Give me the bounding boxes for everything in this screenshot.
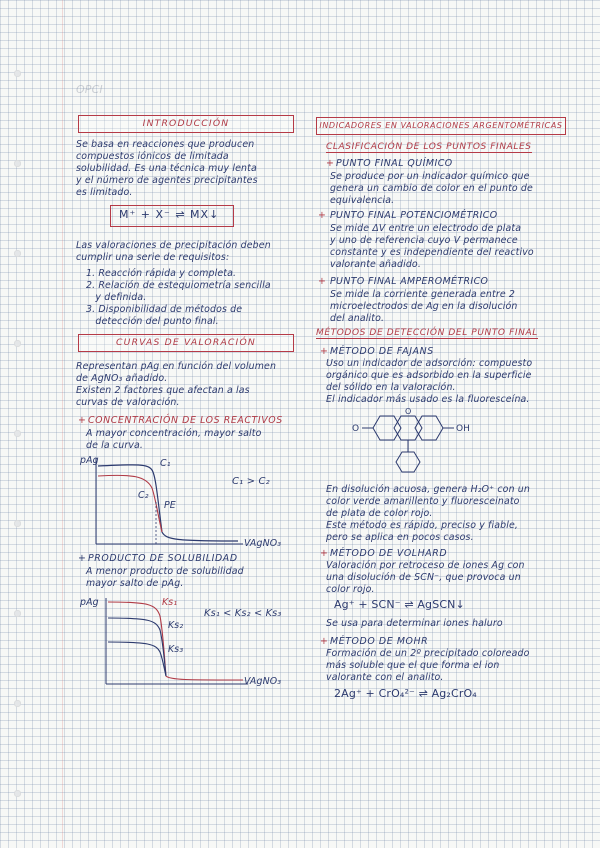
equation-box — [110, 205, 234, 227]
binder-hole — [14, 700, 21, 707]
pf1-line: genera un cambio de color en el punto de — [330, 183, 533, 194]
curves-line: de AgNO₃ añadido. — [76, 373, 168, 384]
pf3-line: microelectrodos de Ag en la disolución — [330, 301, 518, 312]
requisite-item: y definida. — [86, 292, 147, 303]
factor1-line: de la curva. — [86, 440, 144, 451]
graph1-c2-label: C₂ — [138, 490, 149, 501]
fajans-line: Uso un indicador de adsorción: compuesto — [326, 358, 533, 369]
fajans-after-line: Este método es rápido, preciso y fiable, — [326, 520, 519, 531]
fajans-line: del sólido en la valoración. — [326, 382, 456, 393]
volhard-line: una disolución de SCN⁻, que provoca un — [326, 572, 521, 583]
mohr-paragraph — [326, 648, 529, 684]
pf2-title: PUNTO FINAL POTENCIOMÉTRICO — [330, 210, 498, 221]
graph1-relation: C₁ > C₂ — [232, 476, 270, 487]
volhard-line: Valoración por retroceso de iones Ag con — [326, 560, 525, 571]
graph1-x-label: VAgNO₃ — [244, 538, 282, 549]
requisites-line: cumplir una serie de requisitos: — [76, 252, 230, 263]
faded-header: OPCI — [76, 83, 103, 96]
page-margin — [62, 0, 63, 848]
pf3-line: Se mide la corriente generada entre 2 — [330, 289, 516, 300]
mohr-bullet: + — [320, 636, 329, 647]
mohr-line: valorante con el analito. — [326, 672, 444, 683]
fajans-after-line: pero se aplica en pocos casos. — [326, 532, 474, 543]
curves-line: Representan pAg en función del volumen — [76, 361, 277, 372]
curves-title: CURVAS DE VALORACIÓN — [78, 334, 294, 352]
intro-line: Se basa en reacciones que producen — [76, 139, 255, 150]
concentration-curve-graph — [78, 452, 288, 552]
intro-line: compuestos iónicos de limitada — [76, 151, 229, 162]
binder-hole — [14, 250, 21, 257]
binder-hole — [14, 520, 21, 527]
pf1-line: Se produce por un indicador químico que — [330, 171, 530, 182]
intro-paragraph — [76, 139, 258, 199]
curves-paragraph — [76, 361, 276, 409]
factor1-line: A mayor concentración, mayor salto — [86, 428, 262, 439]
intro-line: solubilidad. Es una técnica muy lenta — [76, 163, 257, 174]
factor2-bullet: + — [78, 553, 87, 564]
graph1-curve-c2 — [98, 475, 162, 532]
mohr-line: Formación de un 2º precipitado coloreado — [326, 648, 530, 659]
binder-hole — [14, 610, 21, 617]
graph2-ks1-label: Ks₁ — [162, 597, 178, 608]
factor2-title: PRODUCTO DE SOLUBILIDAD — [88, 553, 238, 564]
graph2-curve-ks3 — [108, 642, 166, 676]
fajans-paragraph — [326, 358, 532, 406]
pf2-line: Se mide ΔV entre un electrodo de plata — [330, 223, 522, 234]
factor2-line: mayor salto de pAg. — [86, 578, 184, 589]
pf1-title: PUNTO FINAL QUÍMICO — [336, 158, 453, 169]
pf1-paragraph — [330, 171, 533, 207]
intro-title: INTRODUCCIÓN — [78, 115, 294, 133]
fajans-title: MÉTODO DE FAJANS — [330, 346, 434, 357]
curves-line: curvas de valoración. — [76, 397, 180, 408]
equation-text: M⁺ + X⁻ ⇌ MX↓ — [119, 208, 220, 221]
pf2-bullet: + — [318, 210, 327, 221]
binder-hole — [14, 430, 21, 437]
graph1-c1-label: C₁ — [160, 458, 171, 469]
volhard-line: color rojo. — [326, 584, 375, 595]
factor1-title: CONCENTRACIÓN DE LOS REACTIVOS — [88, 415, 283, 426]
fajans-after-line: color verde amarillento y fluoresceinato — [326, 496, 520, 507]
requisite-item: 3. Disponibilidad de métodos de — [86, 304, 243, 315]
factor1-bullet: + — [78, 415, 87, 426]
hydroxyl-group: OH — [456, 424, 470, 434]
graph2-curve-ks2 — [108, 618, 166, 676]
ring-center — [394, 416, 422, 440]
pf2-paragraph — [330, 223, 534, 271]
volhard-title: MÉTODO DE VOLHARD — [330, 548, 448, 559]
pf2-line: constante y es independiente del reactivo — [330, 247, 534, 258]
graph2-x-label: VAgNO₃ — [244, 676, 282, 687]
factor2-paragraph — [86, 566, 244, 590]
fajans-after-line: de plata de color rojo. — [326, 508, 433, 519]
volhard-bullet: + — [320, 548, 329, 559]
volhard-paragraph — [326, 560, 525, 596]
pf3-line: del analito. — [330, 313, 385, 324]
mohr-line: más soluble que el que forma el ion — [326, 660, 500, 671]
ring-left — [373, 416, 401, 440]
fajans-after-line: En disolución acuosa, genera H₂O⁺ con un — [326, 484, 530, 495]
intro-line: es limitado. — [76, 187, 133, 198]
classification-title: CLASIFICACIÓN DE LOS PUNTOS FINALES — [326, 142, 532, 152]
binder-hole — [14, 340, 21, 347]
pf3-paragraph — [330, 289, 518, 325]
indicators-title: INDICADORES EN VALORACIONES ARGENTOMÉTRICAS — [316, 117, 566, 135]
pf3-title: PUNTO FINAL AMPEROMÉTRICO — [330, 276, 489, 287]
graph1-y-label: pAg — [80, 455, 99, 466]
graph1-pe-label: PE — [164, 500, 176, 511]
intro-line: y el número de agentes precipitantes — [76, 175, 258, 186]
ring-right — [415, 416, 443, 440]
pf1-bullet: + — [326, 158, 335, 169]
bridge-oxygen: O — [405, 407, 412, 416]
methods-title: MÉTODOS DE DETECCIÓN DEL PUNTO FINAL — [316, 328, 538, 338]
requisite-item: 1. Reacción rápida y completa. — [86, 268, 237, 279]
volhard-equation: Ag⁺ + SCN⁻ ⇌ AgSCN↓ — [334, 598, 465, 611]
requisites-line: Las valoraciones de precipitación deben — [76, 240, 271, 251]
pf1-line: equivalencia. — [330, 195, 395, 206]
graph2-ks2-label: Ks₂ — [168, 620, 184, 631]
fajans-after-paragraph — [326, 484, 530, 544]
graph2-relation: Ks₁ < Ks₂ < Ks₃ — [204, 608, 282, 619]
requisite-item: 2. Relación de estequiometría sencilla — [86, 280, 271, 291]
oxygen-atom: O — [352, 424, 360, 434]
requisites-intro — [76, 240, 271, 264]
fajans-line: orgánico que es adsorbido en la superficie — [326, 370, 532, 381]
curves-line: Existen 2 factores que afectan a las — [76, 385, 250, 396]
factor1-paragraph — [86, 428, 262, 452]
volhard-note: Se usa para determinar iones haluro — [326, 618, 503, 629]
graph2-ks3-label: Ks₃ — [168, 644, 184, 655]
binder-hole — [14, 70, 21, 77]
pf2-line: y uno de referencia cuyo V permanece — [330, 235, 518, 246]
binder-hole — [14, 160, 21, 167]
fajans-line: El indicador más usado es la fluoresceína. — [326, 394, 530, 405]
ring-phenyl — [396, 452, 420, 472]
pf3-bullet: + — [318, 276, 327, 287]
mohr-title: MÉTODO DE MOHR — [330, 636, 429, 647]
fluorescein-structure-drawing — [350, 404, 530, 478]
mohr-equation: 2Ag⁺ + CrO₄²⁻ ⇌ Ag₂CrO₄ — [334, 687, 477, 700]
pf2-line: valorante añadido. — [330, 259, 421, 270]
factor2-line: A menor producto de solubilidad — [86, 566, 244, 577]
binder-hole — [14, 790, 21, 797]
requisite-item: detección del punto final. — [86, 316, 219, 327]
requisites-list — [86, 268, 271, 328]
fajans-bullet: + — [320, 346, 329, 357]
graph2-y-label: pAg — [80, 597, 99, 608]
